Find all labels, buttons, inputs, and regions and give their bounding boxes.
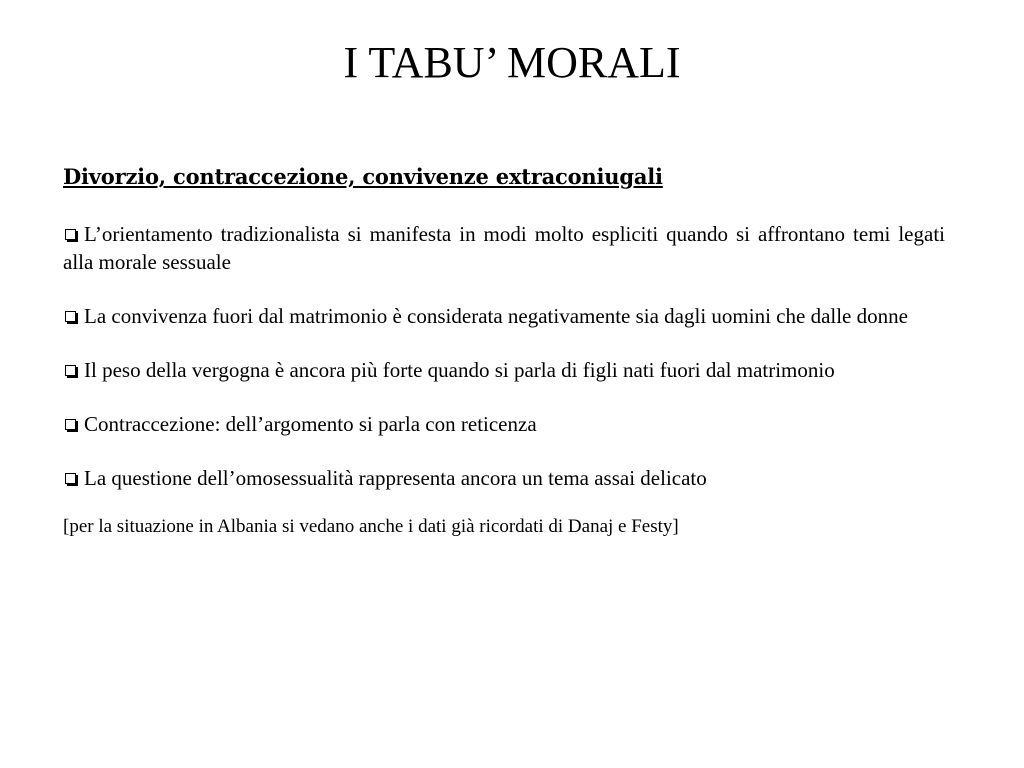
checkbox-bullet-icon [65,365,76,376]
slide-title: I TABU’ MORALI [343,38,681,87]
bullet-text: L’orientamento tradizionalista si manifesta in modi molto espliciti quando si affrontano temi legati alla morale sessuale [63,222,945,274]
bullet-item [63,410,945,438]
bullet-text: La convivenza fuori dal matrimonio è considerata negativamente sia dagli uomini che dalle donne [84,304,908,328]
bullet-item [63,220,945,276]
checkbox-bullet-icon [65,419,76,430]
bullet-text: Il peso della vergogna è ancora più forte quando si parla di figli nati fuori dal matrimonio [84,358,835,382]
bullet-list [63,220,945,492]
bullet-item [63,302,945,330]
slide-subtitle: Divorzio, contraccezione, convivenze extraconiugali [63,164,663,189]
checkbox-bullet-icon [65,473,76,484]
bullet-item [63,464,945,492]
checkbox-bullet-icon [65,311,76,322]
bullet-text: Contraccezione: dell’argomento si parla con reticenza [84,412,537,436]
source-note: [per la situazione in Albania si vedano anche i dati già ricordati di Danaj e Festy] [63,516,679,537]
slide-content [63,160,945,540]
bullet-item [63,356,945,384]
bullet-text: La questione dell’omosessualità rappresenta ancora un tema assai delicato [84,466,707,490]
checkbox-bullet-icon [65,229,76,240]
